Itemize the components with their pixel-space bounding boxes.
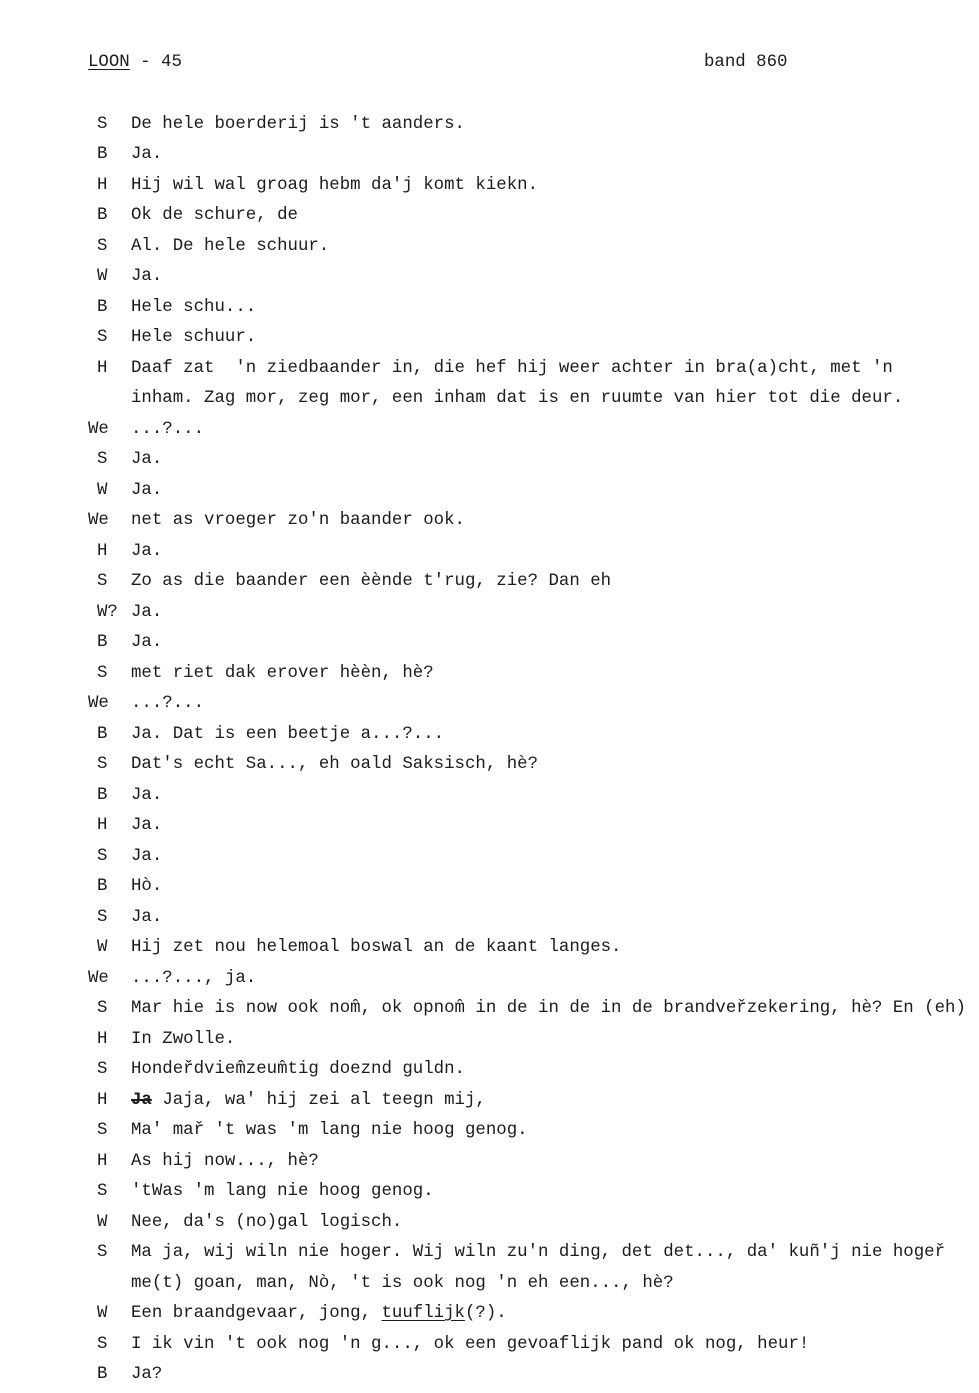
- utterance: [131, 1299, 507, 1329]
- header-title: LOON: [88, 53, 130, 72]
- transcript-line: [0, 1360, 979, 1390]
- transcript-line: [0, 537, 979, 567]
- speaker-label: H: [97, 175, 108, 195]
- utterance: [131, 140, 162, 170]
- utterance: [131, 720, 444, 750]
- transcript-line: [0, 872, 979, 902]
- utterance: [131, 842, 162, 872]
- utterance: [131, 1208, 402, 1238]
- transcript-line: [0, 933, 979, 963]
- utterance: [131, 781, 162, 811]
- transcript-line: [0, 811, 979, 841]
- utterance: [131, 537, 162, 567]
- utterance: [131, 201, 298, 231]
- utterance-text: Dat's echt Sa..., eh oald Saksisch, hè?: [131, 755, 539, 775]
- utterance: [131, 476, 162, 506]
- transcript-line: [0, 445, 979, 475]
- speaker-label: B: [97, 724, 108, 744]
- utterance-text: ...?...: [131, 419, 205, 439]
- utterance-text-tail: (?).: [464, 1304, 507, 1324]
- underlined-text: tuuflijk: [381, 1304, 465, 1324]
- speaker-label: S: [97, 1182, 108, 1202]
- utterance-text: me(t) goan, man, Nò, 't is ook nog 'n eh een..., hè?: [131, 1273, 674, 1293]
- speaker-label: S: [97, 907, 108, 927]
- utterance: [131, 354, 893, 384]
- transcript-line: [0, 1208, 979, 1238]
- utterance: [131, 171, 538, 201]
- header-tape-label: band 860: [704, 53, 788, 72]
- utterance-text: De hele boerderij is 't aanders.: [131, 115, 465, 134]
- transcript-line: [0, 140, 979, 170]
- speaker-label: W: [97, 267, 108, 287]
- utterance-text: In Zwolle.: [131, 1029, 236, 1049]
- utterance: [131, 506, 465, 536]
- speaker-label: S: [97, 846, 108, 866]
- utterance-text: Daaf zat 'n ziedbaander in, die hef hij weer achter in bra(a)cht, met 'n: [131, 358, 893, 378]
- utterance: [131, 598, 162, 628]
- utterance: [131, 903, 162, 933]
- utterance: [131, 872, 162, 902]
- speaker-label: B: [97, 1365, 108, 1385]
- header-title-group: [88, 48, 182, 78]
- transcript-line: [0, 262, 979, 292]
- speaker-label: W?: [97, 602, 118, 622]
- speaker-label: We: [88, 419, 109, 439]
- speaker-label: W: [97, 1304, 108, 1324]
- transcript-line: [0, 1086, 979, 1116]
- transcript-line: [0, 689, 979, 719]
- utterance: [131, 445, 162, 475]
- utterance: [131, 110, 465, 140]
- utterance-text: inham. Zag mor, zeg mor, een inham dat is en ruumte van hier tot die deur.: [131, 389, 904, 409]
- transcript-line: [0, 1055, 979, 1085]
- speaker-label: S: [97, 1060, 108, 1080]
- utterance-text: Ja.: [131, 541, 163, 561]
- utterance-text: Ja.: [131, 480, 163, 500]
- transcript-line: [0, 628, 979, 658]
- speaker-label: We: [88, 968, 109, 988]
- utterance: [131, 1055, 465, 1085]
- transcript-line: [0, 1025, 979, 1055]
- transcript-line: [0, 232, 979, 262]
- utterance-text: I ik vin 't ook nog 'n g..., ok een gevoaflijk pand ok nog, heur!: [131, 1334, 810, 1354]
- utterance: [131, 1177, 434, 1207]
- speaker-label: H: [97, 1029, 108, 1049]
- utterance-text: Hij wil wal groag hebm da'j komt kiekn.: [131, 175, 539, 195]
- utterance-text: Ja.: [131, 450, 163, 470]
- speaker-label: B: [97, 297, 108, 317]
- utterance-text: Jaja, wa' hij zei al teegn mij,: [162, 1090, 486, 1110]
- utterance: [131, 262, 162, 292]
- utterance: [131, 384, 903, 414]
- utterance-text: As hij now..., hè?: [131, 1151, 319, 1171]
- utterance: [131, 1116, 528, 1146]
- utterance: [131, 1025, 235, 1055]
- speaker-label: W: [97, 480, 108, 500]
- utterance-text: Ok de schure, de: [131, 206, 298, 226]
- speaker-label: B: [97, 877, 108, 897]
- utterance-text: Hò.: [131, 877, 163, 897]
- utterance: [131, 415, 204, 445]
- speaker-label: S: [97, 328, 108, 348]
- transcript-line: [0, 110, 979, 140]
- transcript-line: [0, 659, 979, 689]
- utterance: [131, 1269, 674, 1299]
- utterance-text: Al. De hele schuur.: [131, 236, 330, 256]
- utterance: [131, 1360, 162, 1390]
- transcript-line: [0, 598, 979, 628]
- utterance-text: ...?..., ja.: [131, 968, 257, 988]
- transcript-line: [0, 1147, 979, 1177]
- speaker-label: We: [88, 694, 109, 714]
- utterance-text: Ja. Dat is een beetje a...?...: [131, 724, 445, 744]
- utterance: [131, 232, 329, 262]
- speaker-label: S: [97, 1334, 108, 1354]
- speaker-label: B: [97, 633, 108, 653]
- transcript-line: [0, 354, 979, 384]
- utterance-text: Hij zet nou helemoal boswal an de kaant langes.: [131, 938, 622, 958]
- speaker-label: B: [97, 145, 108, 165]
- utterance: [131, 1147, 319, 1177]
- speaker-label: We: [88, 511, 109, 531]
- utterance: [131, 628, 162, 658]
- speaker-label: S: [97, 236, 108, 256]
- transcript-line: [0, 476, 979, 506]
- speaker-label: S: [97, 572, 108, 592]
- utterance-text: Mar hie is now ook nom̂, ok opnom̂ in de in de in de brandveřzekering, hè? En (eh): [131, 999, 966, 1019]
- speaker-label: H: [97, 358, 108, 378]
- utterance: [131, 1330, 809, 1360]
- utterance: [131, 933, 622, 963]
- utterance: [131, 811, 162, 841]
- speaker-label: S: [97, 663, 108, 683]
- speaker-label: S: [97, 999, 108, 1019]
- transcript-line: [0, 842, 979, 872]
- transcript-line: [0, 323, 979, 353]
- speaker-label: H: [97, 541, 108, 561]
- utterance-text: Zo as die baander een èènde t'rug, zie? Dan eh: [131, 572, 612, 592]
- utterance-text: Ja?: [131, 1365, 163, 1385]
- transcript-line: [0, 994, 979, 1024]
- transcript-line: [0, 201, 979, 231]
- transcript-line: [0, 1238, 979, 1268]
- transcript-line: [0, 171, 979, 201]
- utterance: [131, 1238, 945, 1268]
- utterance-text: 'tWas 'm lang nie hoog genog.: [131, 1182, 434, 1202]
- utterance: [131, 1086, 486, 1116]
- utterance: [131, 323, 256, 353]
- utterance-text: Ja.: [131, 907, 163, 927]
- speaker-label: W: [97, 938, 108, 958]
- transcript-line: [0, 781, 979, 811]
- transcript-line: [0, 720, 979, 750]
- speaker-label: B: [97, 785, 108, 805]
- transcript-line: [0, 964, 979, 994]
- utterance: [131, 567, 611, 597]
- transcript-line: [0, 750, 979, 780]
- utterance: [131, 659, 434, 689]
- transcript-line: [0, 567, 979, 597]
- utterance-text: Ja.: [131, 816, 163, 836]
- struck-text: Ja: [131, 1090, 152, 1110]
- transcript-line: [0, 506, 979, 536]
- utterance-text: met riet dak erover hèèn, hè?: [131, 663, 434, 683]
- utterance: [131, 689, 204, 719]
- transcript-line: [0, 1177, 979, 1207]
- utterance-text: Hele schu...: [131, 297, 257, 317]
- transcript-line: [0, 384, 979, 414]
- transcript-line: [0, 1299, 979, 1329]
- utterance-text: Ja.: [131, 145, 163, 165]
- speaker-label: H: [97, 1151, 108, 1171]
- transcript-line: [0, 1116, 979, 1146]
- transcript-line: [0, 1330, 979, 1360]
- utterance-text: Ma ja, wij wiln nie hoger. Wij wiln zu'n ding, det det..., da' kuñ'j nie hogeř: [131, 1243, 946, 1263]
- utterance-text: Nee, da's (no)gal logisch.: [131, 1212, 403, 1232]
- utterance-text: Ja.: [131, 846, 163, 866]
- utterance-text: Ma' mař 't was 'm lang nie hoog genog.: [131, 1121, 528, 1141]
- speaker-label: W: [97, 1212, 108, 1232]
- transcript-line: [0, 415, 979, 445]
- transcript-line: [0, 903, 979, 933]
- utterance-text: Ja.: [131, 267, 163, 287]
- utterance-text: Hele schuur.: [131, 328, 257, 348]
- speaker-label: H: [97, 1090, 108, 1110]
- transcript-line: [0, 293, 979, 323]
- speaker-label: H: [97, 816, 108, 836]
- utterance: [131, 750, 538, 780]
- utterance: [131, 964, 256, 994]
- header-page-number: - 45: [129, 53, 182, 72]
- speaker-label: S: [97, 450, 108, 470]
- speaker-label: S: [97, 115, 108, 134]
- speaker-label: B: [97, 206, 108, 226]
- utterance-text: Ja.: [131, 785, 163, 805]
- utterance-text: Ja.: [131, 633, 163, 653]
- utterance-text: Een braandgevaar, jong,: [131, 1304, 382, 1324]
- speaker-label: S: [97, 755, 108, 775]
- utterance-text: Hondeřdviem̂zeum̂tig doeznd guldn.: [131, 1060, 465, 1080]
- transcript-line: [0, 1269, 979, 1299]
- utterance-text: ...?...: [131, 694, 205, 714]
- utterance-text: net as vroeger zo'n baander ook.: [131, 511, 465, 531]
- speaker-label: S: [97, 1243, 108, 1263]
- page-header: [0, 48, 979, 78]
- utterance: [131, 994, 966, 1024]
- speaker-label: S: [97, 1121, 108, 1141]
- utterance: [131, 293, 256, 323]
- utterance-text: Ja.: [131, 602, 163, 622]
